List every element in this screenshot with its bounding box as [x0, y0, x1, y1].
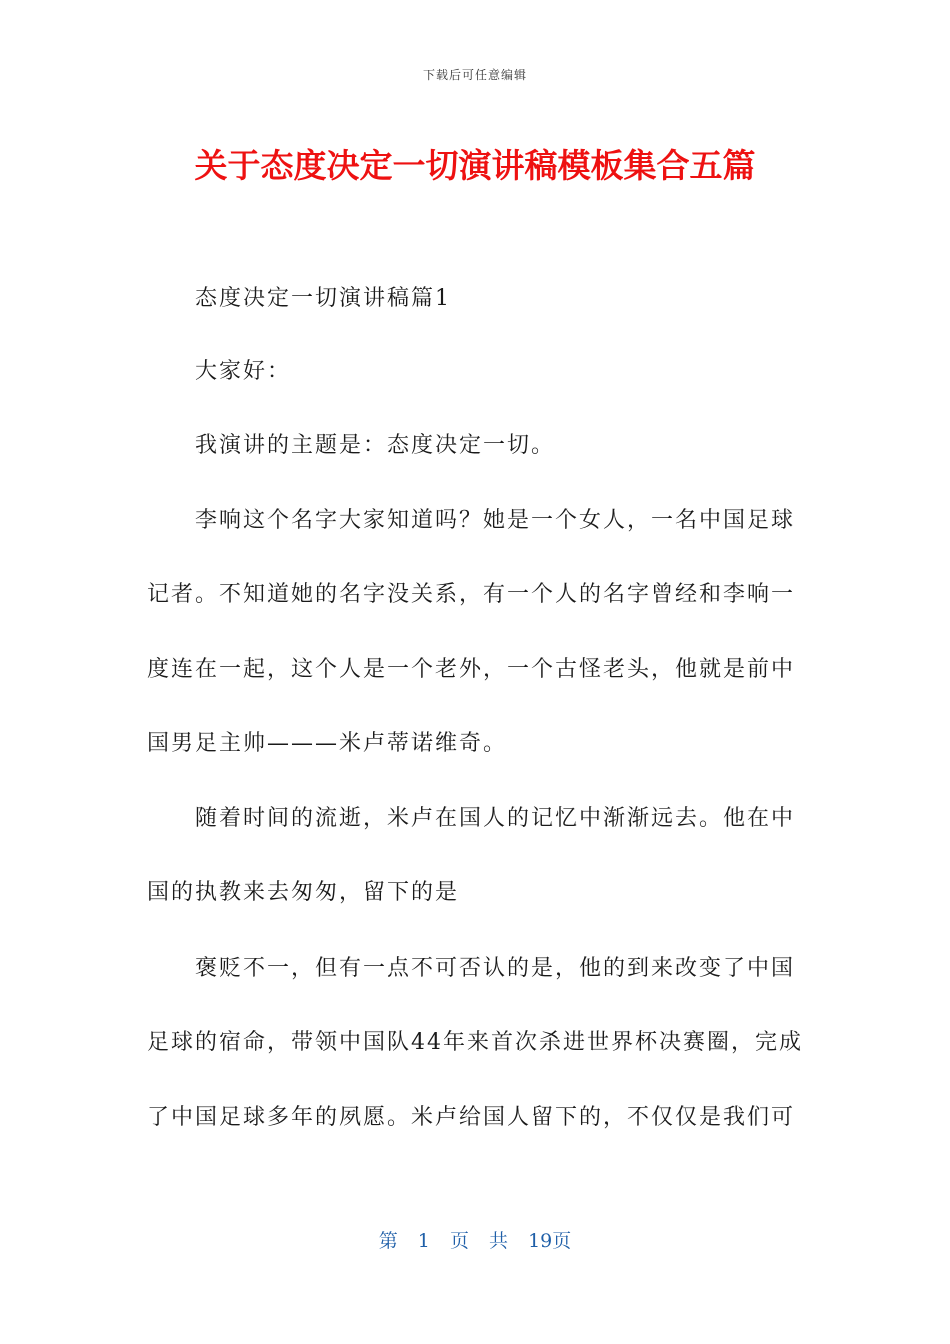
- paragraph-line: 记者。不知道她的名字没关系，有一个人的名字曾经和李响一: [147, 582, 796, 607]
- footer-total-pages: 19页: [528, 1230, 572, 1252]
- paragraph-line: 国男足主帅———米卢蒂诺维奇。: [147, 731, 508, 756]
- footer-current-page: 1: [417, 1230, 430, 1252]
- footer-page-word: 页: [449, 1230, 469, 1252]
- paragraph-line: 褒贬不一，但有一点不可否认的是，他的到来改变了中国: [195, 956, 796, 981]
- paragraph-line: 随着时间的流逝，米卢在国人的记忆中渐渐远去。他在中: [195, 806, 796, 831]
- footer-prefix: 第: [378, 1230, 398, 1252]
- document-title: 关于态度决定一切演讲稿模板集合五篇: [194, 146, 756, 185]
- paragraph-line: 李响这个名字大家知道吗？她是一个女人，一名中国足球: [195, 508, 796, 533]
- paragraph-line: 度连在一起，这个人是一个老外，一个古怪老头，他就是前中: [147, 657, 796, 682]
- paragraph-line: 足球的宿命，带领中国队44年来首次杀进世界杯决赛圈，完成: [147, 1030, 803, 1055]
- section-heading: 态度决定一切演讲稿篇1: [195, 286, 451, 311]
- paragraph-line: 了中国足球多年的夙愿。米卢给国人留下的，不仅仅是我们可: [147, 1105, 796, 1130]
- header-note: 下载后可任意编辑: [422, 68, 527, 82]
- paragraph-line: 大家好：: [195, 359, 292, 384]
- footer-total-word: 共: [489, 1230, 509, 1252]
- paragraph-line: 我演讲的主题是：态度决定一切。: [195, 433, 556, 458]
- paragraph-line: 国的执教来去匆匆，留下的是: [147, 880, 460, 905]
- page-footer: [0, 1226, 950, 1253]
